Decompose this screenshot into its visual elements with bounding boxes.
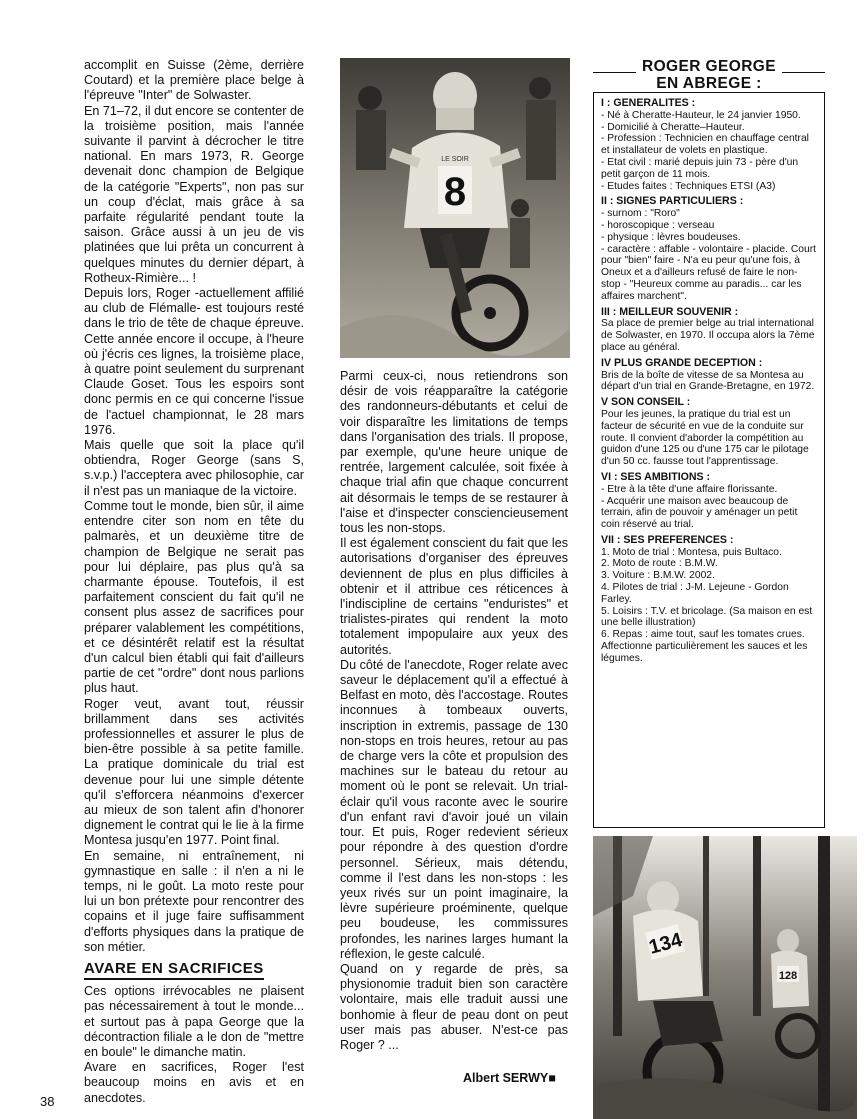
paragraph: Du côté de l'anecdote, Roger relate avec saveur le déplacement qu'il a effectué à Belfast en moto, dès l'accostage. Routes inconnues à tombeaux ouverts, inscription in extremis, passage de 130 non-stops en trois heures, retour au pas de charge vers la côte et propulsion des machines sur le bateau du retour au moment où le pont se relevait. Un trial-éclair qu'il vous raconte avec le sourire d'un enfant ravi d'avoir joué un vilain tour. Et puis, Roger redevient sérieux pour répondre à des question d'ordre personnel. Sérieux, mais détendu, comme il l'est dans les non-stops : les yeux rivés sur un point imaginaire, la lèvre supérieure proéminente, quelque peu boudeuse, les commissures profondes, les narines larges humant la réflexion, le geste calculé. [340,657,568,961]
box-line: - Profession : Technicien en chauffage central et installateur de volets en plastique. [601,133,809,157]
box-title-line-1: ROGER GEORGE [636,58,782,75]
paragraph: En semaine, ni entraînement, ni gymnastique en salle : il n'en a ni le temps, ni le goût. La moto reste pour lui un bon prétexte pour rencontrer des copains et il juge faire suffisamment d'efforts physiques dans la pratique de son métier. [84,848,304,954]
box-section [601,358,817,393]
box-line: Sa place de premier belge au trial international de Solwaster, en 1970. Il occupa alors la 7ème place au général. [601,318,815,353]
author-signature: Albert SERWY■ [463,1071,556,1085]
box-section-heading: V SON CONSEIL : [601,396,691,409]
box-line: Pour les jeunes, la pratique du trial est un facteur de sécurité en vue de la conduite sur route. Il convient d'aborder la compétition au guidon d'une 125 ou d'une 175 car le pilotage d'un 50 cc. fausse tout l'apprentissage. [601,408,809,468]
section-heading: AVARE EN SACRIFICES [84,961,264,980]
box-section-heading: II : SIGNES PARTICULIERS : [601,195,744,208]
box-line: 1. Moto de trial : Montesa, puis Bultaco. [601,546,782,558]
box-line: Bris de la boîte de vitesse de sa Montesa au départ d'un trial en Grande-Bretagne, en 1972. [601,369,815,393]
rider-number: 134 [646,928,685,959]
article-column-2 [340,369,568,1053]
box-section [601,535,817,665]
box-line: 4. Pilotes de trial : J-M. Lejeune - Gordon Farley. [601,582,789,605]
box-line: - surnom : "Roro" [601,208,680,220]
box-section [601,307,817,354]
paragraph: Ces options irrévocables ne plaisent pas nécessairement à tout le monde... et surtout pas à papa George que la décontraction filiale a le don de "mettre en boule" le dimanche matin. [84,984,304,1059]
box-content [601,98,817,669]
box-line: - Etre à la tête d'une affaire florissante. [601,483,778,495]
box-line: - Etudes faites : Techniques ETSI (A3) [601,180,776,192]
box-title [593,58,825,92]
page-number: 38 [40,1094,55,1109]
paragraph: Comme tout le monde, bien sûr, il aime entendre citer son nom en tête du palmarès, et un deuxième titre de champion de Belgique ne serait pas pour lui déplaire, pas plus qu'à sa charmante épouse. Toutefois, il est parfaitement conscient du fait qu'il ne consent plus assez de sacrifices pour préparer valablement les compétitions, et ce désintérêt relatif est la résultat d'un calcul bien établi qui fait d'ailleurs partie de cet "ordre" dont nous parlions plus haut. [84,498,304,696]
box-section-heading: IV PLUS GRANDE DECEPTION : [601,356,763,369]
profile-sidebar-box [593,58,825,826]
rider-number: 8 [443,170,467,214]
box-line: 5. Loisirs : T.V. et bricolage. (Sa maison en est une belle illustration) [601,605,813,629]
paragraph: Roger veut, avant tout, réussir brillamment dans ses activités professionnelles et assurer le plus de bien-être possible à sa petite famille. La pratique dominicale du trial est devenue pour lui une simple détente qu'il s'efforcera néanmoins d'exercer au mieux de son talent afin d'honorer dignement le contrat qui le lie à la firme Montesa jusqu'en 1977. Point final. [84,696,304,848]
box-section [601,397,817,468]
box-section-heading: VII : SES PREFERENCES : [601,533,734,546]
article-column-1 [84,58,304,1106]
box-title-line-2: EN ABREGE : [650,75,767,92]
paragraph: Quand on y regarde de près, sa physionomie traduit bien son caractère volontaire, mais elle traduit aussi une bonhomie à fleur de peau dont on peut user mais pas abuser. N'est-ce pas Roger ? ... [340,961,568,1052]
rider-photo-bottom [593,836,857,1119]
box-section [601,472,817,531]
paragraph: Parmi ceux-ci, nous retiendrons son désir de vois réapparaître la catégorie des randonneurs-débutants et celui de voir disparaître les limitations de temps dans l'organisation des trials. Il propose, par exemple, qu'une heure unique de rentrée, largement calculée, soit fixée à chaque trial afin que chaque concurrent ait désormais le temps de se restaurer à l'aise et d'inspecter consciencieusement tous les non-stops. [340,369,568,536]
box-line: - Domicilié à Cheratte–Hauteur. [601,121,745,133]
box-line: - horoscopique : verseau [601,219,715,231]
rider-photo-top [340,58,570,358]
box-line: - caractère : affable - volontaire - placide. Court pour "bien" faire - N'a eu peur qu'une fois, à Oneux et a d'ailleurs refusé de faire le non-stop - "Heureux comme au paradis... car les affaires marchent". [601,243,817,302]
box-section [601,98,817,192]
paragraph: accomplit en Suisse (2ème, derrière Coutard) et la première place belge à l'épreuve "Inter" de Solwaster. [84,58,304,103]
box-line: 3. Voiture : B.M.W. 2002. [601,570,715,582]
paragraph: Mais quelle que soit la place qu'il obtiendra, Roger George (sans S, s.v.p.) l'acceptera avec philosophie, car il n'est pas un maniaque de la victoire. [84,438,304,498]
paragraph: Depuis lors, Roger -actuellement affilié au club de Flémalle- est toujours resté dans le trio de tête de chaque épreuve. Cette année encore il occupe, à l'heure où j'écris ces lignes, la troisième place, à quatre point seulement du surprenant Claude Goset. Tous les espoirs sont donc permis en ce qui concerne l'issue de l'actuel championnat, le 28 mars 1976. [84,286,304,437]
box-line: - Né à Cheratte-Hauteur, le 24 janvier 1950. [601,109,801,121]
paragraph: Il est également conscient du fait que les autorisations d'organiser des épreuves deviennent de plus en plus difficiles à obtenir et il attribue ces réticences à l'indiscipline de certains "enduristes" et trialistes-pirates qui rendent la moto totalement impopulaire aux yeux des autorités. [340,536,568,657]
paragraph: En 71–72, il dut encore se contenter de la troisième position, mais l'année suivante il parvint à décrocher le titre national. En mars 1973, R. George devenait donc champion de Belgique de la catégorie "Experts", non pas sur un coup d'éclat, mais grâce à sa parfaite régularité pendant toute la saison. Grâce aussi à un jeu de vis platinées que lui prêta un concurrent à quelques minutes du dernier départ, à Rotheux-Rimière... ! [84,103,304,285]
box-line: - Etat civil : marié depuis juin 73 - père d'un petit garçon de 11 mois. [601,156,799,180]
rear-rider-number: 128 [778,970,798,982]
box-section-heading: VI : SES AMBITIONS : [601,470,711,483]
box-section-heading: III : MEILLEUR SOUVENIR : [601,305,739,318]
jersey-sponsor: LE SOIR [441,156,469,163]
paragraph: Avare en sacrifices, Roger l'est beaucoup moins en avis et en anecdotes. [84,1060,304,1105]
box-line: - Acquérir une maison avec beaucoup de terrain, afin de pouvoir y aménager un petit coin réservé au trial. [601,495,798,531]
box-line: - physique : lèvres boudeuses. [601,231,741,243]
box-section [601,196,817,302]
box-section-heading: I : GENERALITES : [601,97,696,109]
box-line: 2. Moto de route : B.M.W. [601,558,718,570]
box-line: 6. Repas : aime tout, sauf les tomates crues. Affectionne particulièrement les sauces et les légumes. [601,629,808,664]
